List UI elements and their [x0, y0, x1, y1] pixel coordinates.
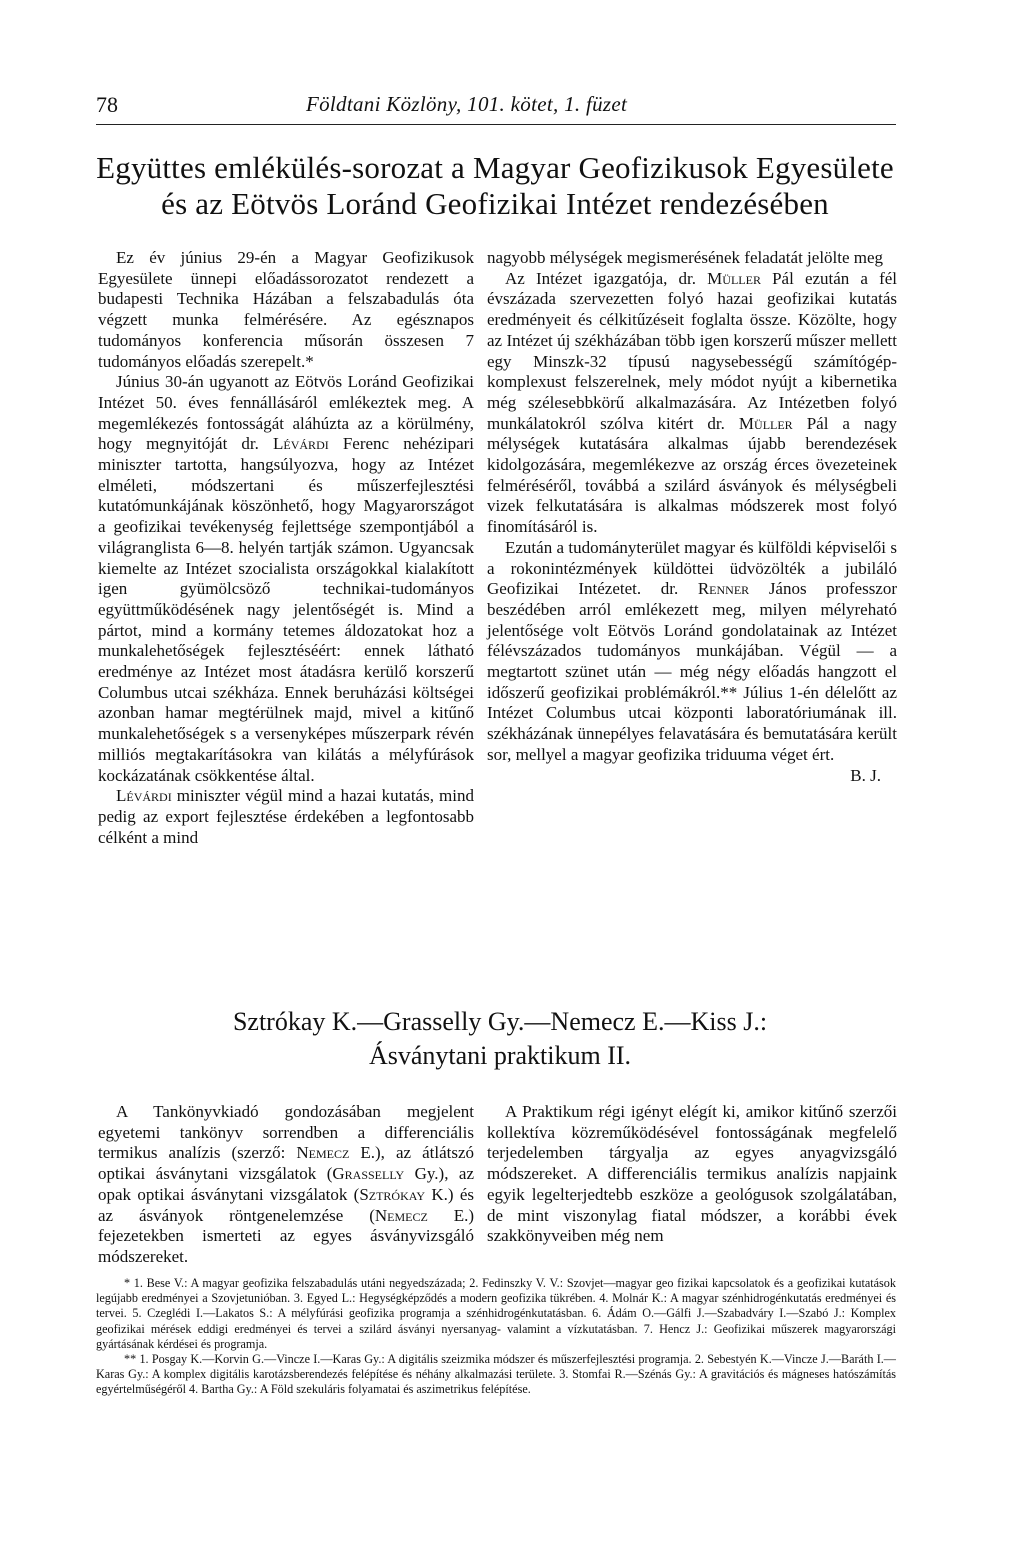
text-run: E.) fejezetekben ismerteti az egyes ásványvizsgáló módszereket.	[98, 1205, 474, 1266]
text-run: Ferenc nehézipari miniszter tartotta, hangsúlyozva, hogy az Intézet elméleti, módszertani és műszerfejlesztési kutatómunkájának köszönhető, hogy Magyarországot a geofizikai tevékenység fejlettsége szempontjából a világranglista 6—8. helyén tartják számon. Ugyancsak kiemelte az Intézet szocialista országokkal kialakított igen gyümölcsöző technikai-tudományos együttműködésének nagy jelentőségét is. Mind a pártot, mind a kormány tetemes áldozatokat hoz a munkalehetőségek fejlesztéséért: ennek látható eredménye az Intézet most átadásra kerülő korszerű Columbus utcai székháza. Ennek beruházási költségei azonban hamar megtérülnek majd, mivel a kitűnő munkalehetőségek s a versenyképes műszerpark révén milliós megtakarításokra van kilátás a mélyfúrások kockázatának csökkentése által.	[98, 434, 474, 785]
person-name: Lévárdi	[273, 434, 329, 454]
paragraph	[98, 372, 474, 786]
person-name: Müller	[707, 268, 761, 288]
text-run: János professzor beszédében arról emlékezett meg, milyen mélyreható jelentősége volt Eötvös Loránd gondolatainak az Intézet félévszázados tudományos munkájában. Végül — a megtartott szünet után — még négy előadás hangzott el időszerű geofizikai problémákról.** Július 1-én délelőtt az Intézet Columbus utcai központi laboratóriumának ill. székházának ünnepélyes felavatására és bemutatására került sor, mellyel a magyar geofizika triduuma véget ért.	[487, 579, 898, 764]
text-run: E.), az átlátszó optikai ásványtani vizsgálatok (	[98, 1143, 475, 1184]
paragraph: A Praktikum régi igényt elégít ki, amikor kitűnő szerzői kollektíva közreműködésével fontosságának megfelelő terjedelemben tárgyalja az egyes anyagvizsgáló módszereket. A differenciális termikus analízis napjaink egyik legelterjedtebb eszköze a geológusok szolgálatában, de mint viszonylag fiatal módszer, a korábbi évek szakkönyveiben még nem	[487, 1102, 897, 1246]
person-name: Nemecz	[374, 1205, 428, 1225]
running-head: Földtani Közlöny, 101. kötet, 1. füzet	[306, 92, 628, 116]
paragraph	[98, 786, 474, 848]
person-name: Sztrókay	[359, 1184, 425, 1204]
paragraph: Ez év június 29-én a Magyar Geofizikusok Egyesülete ünnepi előadássorozatot rendezett a budapesti Technika Házában a felszabadulás óta végzett munka felmérésére. Az egésznapos tudományos konferencia műsorán összesen 7 tudományos előadás szerepelt.*	[98, 248, 474, 371]
article2-title-line2: Ásványtani praktikum II.	[368, 1041, 632, 1070]
header-rule	[96, 124, 896, 125]
paragraph	[487, 538, 897, 766]
text-run: Pál a nagy mélységek kutatására alkalmas újabb berendezések kidolgozására, megemlékezve az ország érces övezeteinek felméréséről, továbbá a szilárd ásványok és mélységbeli vizek felkutatására is alkalmas módszerek most folyó finomításáról is.	[487, 413, 897, 537]
article1-title	[80, 150, 910, 222]
article2-column-right	[487, 1102, 897, 1247]
person-name: Nemecz	[296, 1143, 350, 1163]
article2-title	[130, 1005, 870, 1073]
article1-title-line2: és az Eötvös Loránd Geofizikai Intézet rendezésében	[161, 186, 829, 221]
text-run: Gy.), az opak optikai ásványtani vizsgálatok (	[98, 1164, 474, 1204]
text-run: Június 30-án ugyanott az Eötvös Loránd Geofizikai Intézet 50. éves fennállásáról emlékeztek meg. A megemlékezés fontosságát aláhúzta az a körülmény, hogy megnyitóját dr.	[98, 372, 474, 454]
article2-column-left	[98, 1102, 474, 1268]
person-name: Lévárdi	[116, 786, 172, 806]
page-number: 78	[96, 92, 118, 117]
author-signature: B. J.	[850, 765, 881, 785]
article1-title-line1: Együttes emlékülés-sorozat a Magyar Geofizikusok Egyesülete	[96, 150, 894, 185]
page-header	[96, 92, 896, 122]
text-run: Pál ezután a fél évszázada szervezetten folyó hazai geofizikai kutatás eredményeit és célkitűzéseit foglalta össze. Közölte, hogy az Intézet új székházában több igen korszerű műszer mellett egy Minszk-32 típusú nagysebességű számítógép-komplexust felszerelnek, mely módot nyújt a kibernetika még szélesebbkörű alkalmazására. Az Intézetben folyó munkálatokról szólva kitért dr.	[487, 268, 898, 433]
person-name: Grasselly	[332, 1164, 405, 1184]
text-run: Ezután a tudományterület magyar és külföldi képviselői s a rokonintézmények küldöttei üdvözölték a jubiláló Geofizikai Intézetet. dr.	[487, 537, 897, 599]
paragraph	[98, 1102, 474, 1268]
article2-title-line1: Sztrókay K.—Grasselly Gy.—Nemecz E.—Kiss J.:	[232, 1007, 768, 1036]
person-name: Renner	[697, 579, 750, 599]
text-run: K.) és az ásványok röntgenelemzése (	[98, 1184, 474, 1225]
article1-column-left	[98, 248, 474, 848]
paragraph: nagyobb mélységek megismerésének feladatát jelölte meg	[487, 248, 884, 267]
text-run: Az Intézet igazgatója, dr.	[505, 268, 697, 288]
person-name: Müller	[738, 413, 793, 433]
article1-column-right	[487, 248, 897, 786]
footnotes	[96, 1276, 896, 1398]
footnote-1: * 1. Bese V.: A magyar geofizika felszabadulás utáni negyedszázada; 2. Fedinszky V. V.: Szovjet—magyar geo fizikai kapcsolatok és a geofizikai kutatások legújabb eredményei a Szovjetunióban. 3. Egyed L.: Hegységképződés a modern geofizika tükrében. 4. Molnár K.: A magyar szénhidrogénkutatás eredményei és tervei. 5. Czeglédi I.—Lakatos S.: A mélyfúrási geofizika programja a szénhidrogénkutatásban. 6. Ádám O.—Gálfi J.—Szabadváry I.—Szabó J.: Komplex geofizikai mérések eddigi eredményei és tervei a szilárd ásványi nyersanyag- valamint a vízkutatásban. 7. Hencz J.: Geofizikai műszerek magyarországi gyártásának kérdései és programja.	[96, 1276, 896, 1351]
footnote-2: ** 1. Posgay K.—Korvin G.—Vincze I.—Karas Gy.: A digitális szeizmika módszer és műszerfejlesztési programja. 2. Sebestyén K.—Vincze J.—Baráth I.—Karas Gy.: A komplex digitális karotázsberendezés felépítése és néhány alkalmazási területe. 3. Stomfai R.—Szénás Gy.: A gravitációs és mágneses hatószámítás egyértelműségéről 4. Bartha Gy.: A Föld szekuláris folyamatai és aszimetrikus felépítése.	[96, 1352, 896, 1397]
text-run: miniszter végül mind a hazai kutatás, mind pedig az export fejlesztése érdekében a legfontosabb célként a mind	[98, 786, 474, 847]
paragraph	[487, 269, 897, 538]
text-run: A Tankönyvkiadó gondozásában megjelent egyetemi tankönyv sorrendben a differenciális termikus analízis (szerző:	[98, 1102, 474, 1163]
